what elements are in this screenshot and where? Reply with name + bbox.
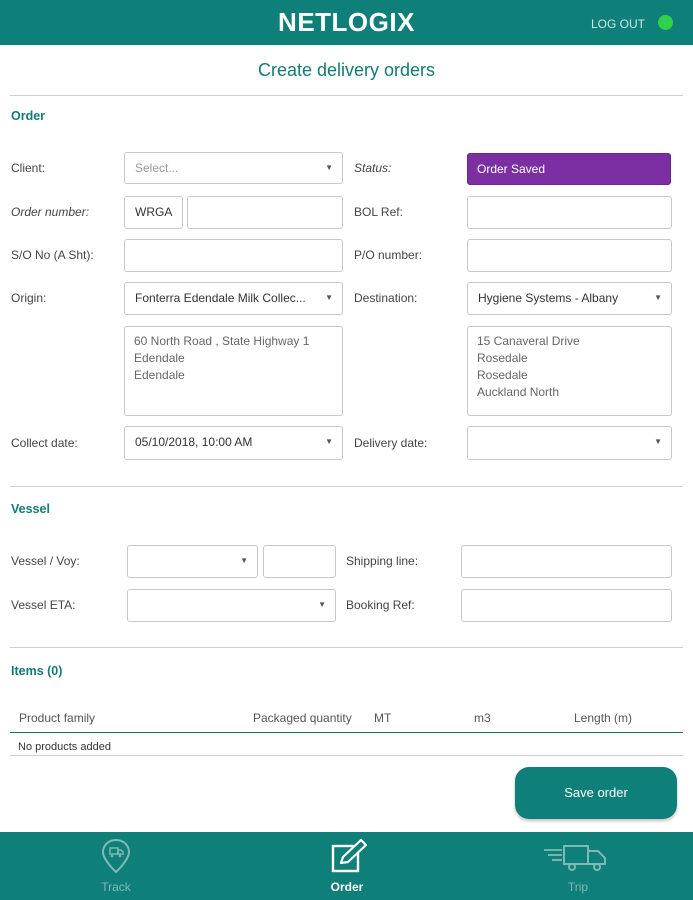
collect-date-value: 05/10/2018, 10:00 AM (135, 435, 253, 449)
vessel-section-title: Vessel (11, 502, 50, 516)
nav-trip[interactable] (518, 832, 638, 900)
origin-address-line: Edendale (134, 351, 185, 365)
vessel-select[interactable] (127, 545, 258, 578)
shipping-line-label: Shipping line: (346, 554, 419, 568)
order-number-prefix: WRGA (124, 196, 183, 229)
so-number-label: S/O No (A Sht): (11, 248, 94, 262)
order-section-title: Order (11, 109, 46, 123)
table-header-underline (10, 732, 683, 733)
page-title: Create delivery orders (257, 60, 436, 80)
logout-link[interactable]: LOG OUT (590, 17, 645, 31)
bol-ref-input[interactable] (467, 196, 672, 229)
items-empty-message: No products added (18, 741, 111, 753)
delivery-date-picker[interactable] (467, 426, 672, 460)
order-number-label: Order number: (11, 205, 90, 219)
caret-down-icon: ▼ (654, 293, 662, 302)
destination-select[interactable] (467, 282, 672, 315)
divider (10, 486, 683, 487)
client-select-value: Select... (135, 161, 179, 175)
caret-down-icon: ▼ (654, 437, 662, 446)
caret-down-icon: ▼ (318, 600, 326, 609)
so-number-input[interactable] (124, 239, 343, 272)
origin-label: Origin: (11, 291, 47, 305)
status-label: Status: (354, 161, 392, 175)
destination-address-line: Rosedale (477, 351, 528, 365)
origin-select-value: Fonterra Edendale Milk Collec... (135, 291, 306, 305)
divider (10, 95, 683, 96)
delivery-truck-icon (518, 838, 638, 874)
column-header-packaged-quantity: Packaged quantity (253, 711, 352, 725)
nav-order-label: Order (330, 880, 364, 894)
destination-address-line: Rosedale (477, 368, 528, 382)
caret-down-icon: ▼ (325, 437, 333, 446)
vessel-eta-label: Vessel ETA: (11, 598, 76, 612)
bottom-nav (0, 832, 693, 900)
connection-status-indicator (658, 15, 673, 30)
destination-address (467, 326, 672, 416)
caret-down-icon: ▼ (325, 163, 333, 172)
column-header-m3: m3 (474, 711, 491, 725)
save-order-button[interactable]: Save order (515, 767, 677, 819)
origin-address (124, 326, 343, 416)
nav-track[interactable] (56, 832, 176, 900)
origin-address-line: 60 North Road , State Highway 1 (134, 334, 310, 348)
destination-address-line: Auckland North (477, 385, 560, 399)
client-label: Client: (11, 161, 46, 175)
destination-address-line: 15 Canaveral Drive (477, 334, 580, 348)
origin-address-line: Edendale (134, 368, 185, 382)
items-section-title: Items (0) (11, 664, 63, 678)
column-header-length: Length (m) (574, 711, 633, 725)
column-header-product-family: Product family (19, 711, 96, 725)
status-badge: Order Saved (467, 153, 671, 185)
po-number-input[interactable] (467, 239, 672, 272)
collect-date-picker[interactable] (124, 426, 343, 460)
column-header-mt: MT (374, 711, 392, 725)
vessel-eta-picker[interactable] (127, 589, 336, 622)
divider (10, 755, 683, 756)
caret-down-icon: ▼ (325, 293, 333, 302)
nav-track-label: Track (101, 880, 131, 894)
top-bar (0, 0, 693, 45)
booking-ref-input[interactable] (461, 589, 672, 622)
nav-trip-label: Trip (567, 880, 589, 894)
bol-ref-label: BOL Ref: (354, 205, 403, 219)
nav-order[interactable] (287, 832, 407, 900)
vessel-voy-label: Vessel / Voy: (11, 554, 80, 568)
edit-icon (287, 838, 407, 874)
divider (10, 647, 683, 648)
voyage-input[interactable] (263, 545, 336, 578)
map-pin-truck-icon (56, 838, 176, 874)
destination-label: Destination: (354, 291, 418, 305)
shipping-line-input[interactable] (461, 545, 672, 578)
caret-down-icon: ▼ (240, 556, 248, 565)
brand-logo: NETLOGIX (278, 7, 415, 37)
destination-select-value: Hygiene Systems - Albany (478, 291, 619, 305)
po-number-label: P/O number: (354, 248, 423, 262)
booking-ref-label: Booking Ref: (346, 598, 415, 612)
origin-select[interactable] (124, 282, 343, 315)
collect-date-label: Collect date: (11, 436, 78, 450)
delivery-date-label: Delivery date: (354, 436, 428, 450)
order-number-input[interactable] (187, 196, 343, 229)
client-select[interactable] (124, 152, 343, 184)
